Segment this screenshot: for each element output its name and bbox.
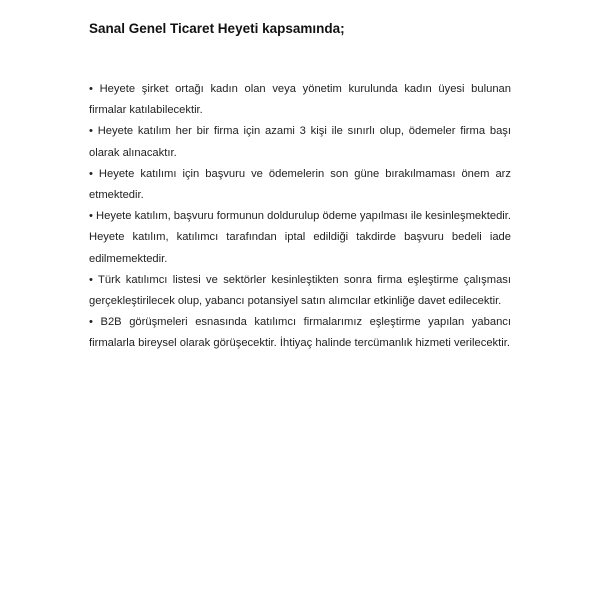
bullet-item-4: • Heyete katılım, başvuru formunun doldurulup ödeme yapılması ile kesinleşmektedir. Heyete katılım, katılımcı tarafından iptal edildiği takdirde başvuru bedeli iade edilmemektedir.	[89, 210, 511, 265]
bullet-list	[89, 79, 511, 355]
bullet-item-3: • Heyete katılımı için başvuru ve ödemelerin son güne bırakılmaması önem arz etmektedir.	[89, 167, 511, 202]
bullet-item-6: • B2B görüşmeleri esnasında katılımcı firmalarımız eşleştirme yapılan yabancı firmalarla bireysel olarak görüşecektir. İhtiyaç halinde tercümanlık hizmeti verilecektir.	[89, 316, 511, 350]
bullet-item-5: • Türk katılımcı listesi ve sektörler kesinleştikten sonra firma eşleştirme çalışması gerçekleştirilecek olup, yabancı potansiyel satın alımcılar etkinliğe davet edilecektir.	[89, 273, 511, 308]
document-heading: Sanal Genel Ticaret Heyeti kapsamında;	[89, 21, 345, 36]
bullet-item-1: • Heyete şirket ortağı kadın olan veya yönetim kurulunda kadın üyesi bulunan firmalar katılabilecektir.	[89, 83, 511, 117]
bullet-item-2: • Heyete katılım her bir firma için azami 3 kişi ile sınırlı olup, ödemeler firma başı olarak alınacaktır.	[89, 125, 511, 159]
